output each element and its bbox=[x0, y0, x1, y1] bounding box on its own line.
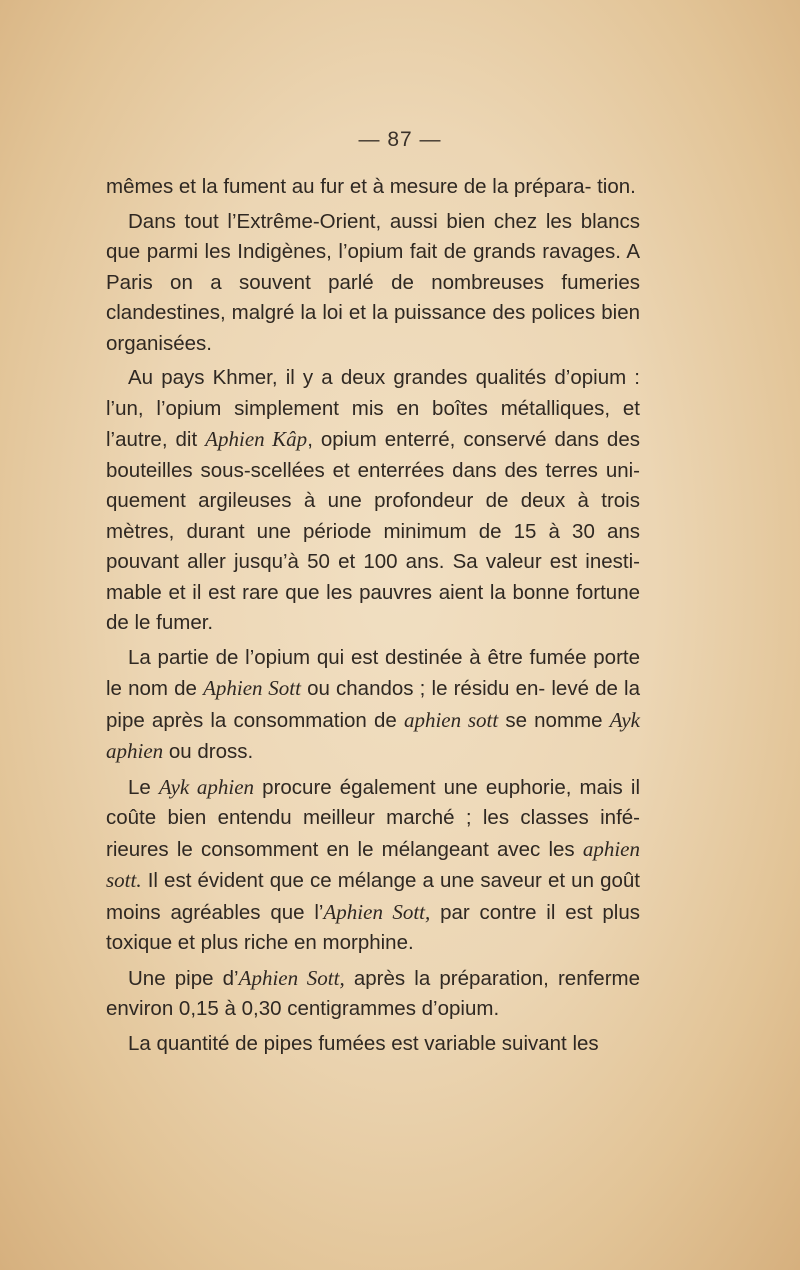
text-run: Au pays Khmer, il y a deux grandes qualités d’opium : l’un, l’opium simplement mis en boîtes métalliques, et l’autre, dit bbox=[106, 366, 640, 451]
body-text bbox=[106, 172, 640, 1063]
paragraph bbox=[106, 207, 640, 360]
paragraph bbox=[106, 1029, 640, 1060]
paragraph bbox=[106, 772, 640, 959]
text-run: La quantité de pipes fumées est variable suivant les bbox=[128, 1031, 599, 1055]
italic-term: Aphien Kâp bbox=[205, 427, 308, 451]
text-run: procure également une euphorie, mais il coûte bien entendu meilleur marché ; les classes infé- rieures le consomment en le mélangeant avec les bbox=[106, 775, 641, 861]
italic-term: Aphien Sott, bbox=[323, 899, 431, 924]
paragraph bbox=[106, 643, 640, 768]
text-run: , opium enterré, conservé dans des bouteilles sous-scellées et enterrées dans des terres uni- quement argileuses à une profondeur de deux à trois mètres, durant une période minimum de 15 à 30 ans pouvant aller jusqu’à 50 et 100 ans. Sa valeur est inesti- mable et il est rare que les pauvres aient la bonne fortune de le fumer. bbox=[106, 428, 640, 634]
italic-term: aphien sott. bbox=[106, 836, 640, 892]
text-run: Dans tout l’Extrême-Orient, aussi bien chez les blancs que parmi les Indigènes, l’opium fait de grands ravages. A Paris on a souvent parlé de nombreuses fumeries clandestines, malgré la loi et la puissance des polices bien organisées. bbox=[106, 209, 640, 355]
text-run: mêmes et la fument au fur et à mesure de la prépara- tion. bbox=[106, 175, 636, 198]
italic-term: Ayk aphien bbox=[158, 774, 255, 799]
paragraph bbox=[106, 363, 640, 639]
text-run: par contre il est plus toxique et plus riche en morphine. bbox=[106, 900, 641, 954]
italic-term: Aphien Sott bbox=[203, 676, 301, 700]
text-run: Une pipe d’ bbox=[128, 966, 239, 990]
text-run: après la préparation, renferme environ 0,15 à 0,30 centigrammes d’opium. bbox=[106, 966, 640, 1020]
text-run: La partie de l’opium qui est destinée à être fumée porte le nom de bbox=[106, 645, 640, 700]
italic-term: aphien sott bbox=[403, 707, 499, 732]
paragraph bbox=[106, 172, 640, 203]
text-run: ou dross. bbox=[163, 740, 254, 763]
paragraph bbox=[106, 963, 640, 1025]
text-run: Le bbox=[128, 775, 159, 799]
text-run: Il est évident que ce mélange a une saveur et un goût moins agréables que l’ bbox=[106, 869, 640, 924]
italic-term: Ayk aphien bbox=[106, 707, 640, 763]
page-number: — 87 — bbox=[358, 128, 442, 151]
text-run: ou chandos ; le résidu en- levé de la pipe après la consommation de bbox=[106, 677, 641, 732]
italic-term: Aphien Sott, bbox=[238, 965, 345, 990]
text-run: se nomme bbox=[498, 708, 610, 732]
